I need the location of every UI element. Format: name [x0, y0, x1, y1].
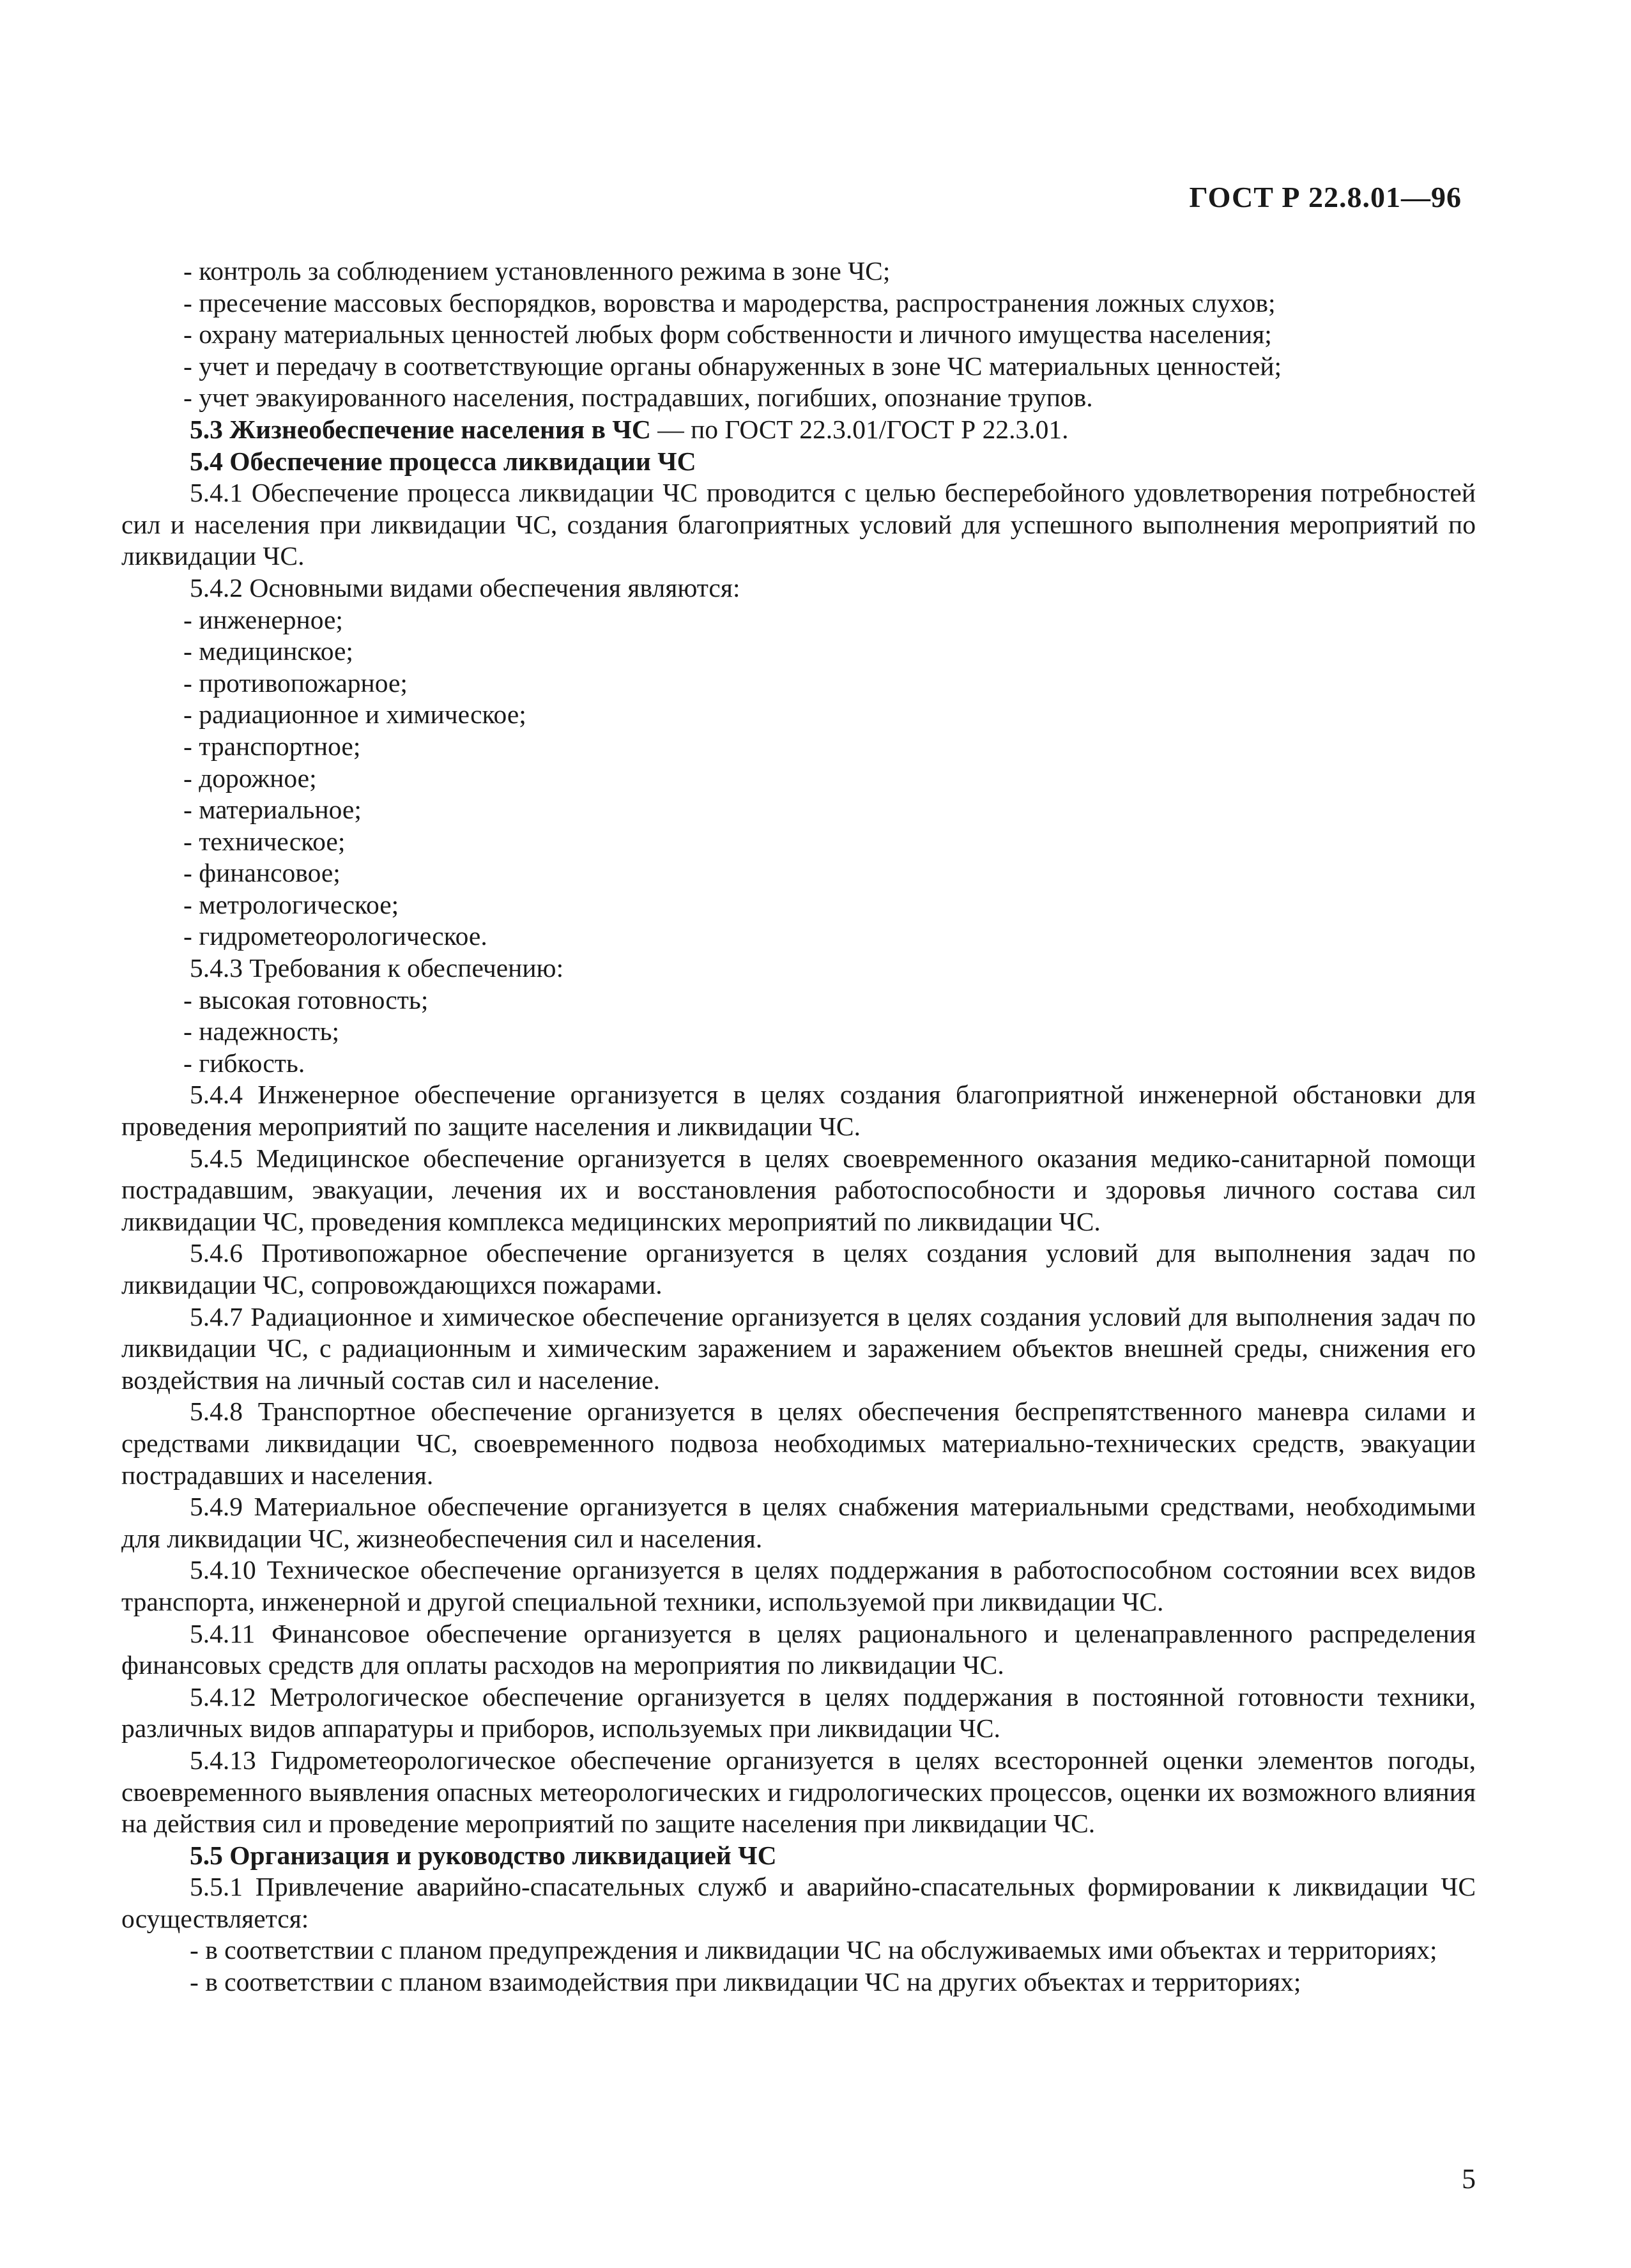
- paragraph-5-5-1: 5.5.1 Привлечение аварийно-спасательных служб и аварийно-спасательных формировании к ликвидации ЧС осуществляется:: [121, 1872, 1476, 1933]
- paragraph-5-4-8: 5.4.8 Транспортное обеспечение организуется в целях обеспечения беспрепятственного маневра силами и средствами ликвидации ЧС, своевременного подвоза необходимых материально-технических средств, эвакуации пострадавших и населения.: [121, 1397, 1476, 1490]
- list-item: - финансовое;: [183, 858, 341, 888]
- list-item: - гидрометеорологическое.: [183, 921, 487, 951]
- section-heading-5-4: 5.4 Обеспечение процесса ликвидации ЧС: [190, 446, 696, 476]
- list-item: - учет эвакуированного населения, пострадавших, погибших, опознание трупов.: [183, 383, 1093, 413]
- paragraph-5-4-10: 5.4.10 Техническое обеспечение организуется в целях поддержания в работоспособном состоянии всех видов транспорта, инженерной и другой специальной техники, используемой при ликвидации ЧС.: [121, 1555, 1476, 1616]
- paragraph-5-4-12: 5.4.12 Метрологическое обеспечение организуется в целях поддержания в постоянной готовности техники, различных видов аппаратуры и приборов, используемых при ликвидации ЧС.: [121, 1682, 1476, 1743]
- paragraph-5-4-13: 5.4.13 Гидрометеорологическое обеспечение организуется в целях всесторонней оценки элементов погоды, своевременного выявления опасных метеорологических и гидрологических процессов, оценки их возможного влияния на действия сил и проведение мероприятий по защите населения при ликвидации ЧС.: [121, 1745, 1476, 1839]
- section-heading-rest: — по ГОСТ 22.3.01/ГОСТ Р 22.3.01.: [650, 414, 1069, 444]
- page-number: 5: [1462, 2163, 1476, 2195]
- list-item: - противопожарное;: [183, 668, 408, 698]
- paragraph-5-4-4: 5.4.4 Инженерное обеспечение организуется в целях создания благоприятной инженерной обстановки для проведения мероприятий по защите населения и ликвидации ЧС.: [121, 1080, 1476, 1142]
- list-item: - материальное;: [183, 795, 362, 825]
- list-item: - в соответствии с планом взаимодействия при ликвидации ЧС на других объектах и территориях;: [190, 1967, 1301, 1997]
- paragraph-5-4-9: 5.4.9 Материальное обеспечение организуется в целях снабжения материальными средствами, необходимыми для ликвидации ЧС, жизнеобеспечения сил и населения.: [121, 1492, 1476, 1553]
- list-item: - техническое;: [183, 826, 346, 856]
- paragraph-5-4-5: 5.4.5 Медицинское обеспечение организуется в целях своевременного оказания медико-санитарной помощи пострадавшим, эвакуации, лечения их и восстановления работоспособности и здоровья личного состава сил ликвидации ЧС, проведения комплекса медицинских мероприятий по ликвидации ЧС.: [121, 1143, 1476, 1236]
- list-item: - пресечение массовых беспорядков, воровства и мародерства, распространения ложных слухов;: [183, 287, 1276, 318]
- list-item: - высокая готовность;: [183, 985, 429, 1015]
- list-item: - инженерное;: [183, 604, 343, 634]
- list-item: - надежность;: [183, 1016, 340, 1046]
- list-item: - дорожное;: [183, 763, 317, 793]
- paragraph-5-4-6: 5.4.6 Противопожарное обеспечение организуется в целях создания условий для выполнения задач по ликвидации ЧС, сопровождающихся пожарами.: [121, 1238, 1476, 1299]
- list-item: - контроль за соблюдением установленного режима в зоне ЧС;: [183, 256, 891, 286]
- list-item: - медицинское;: [183, 636, 353, 666]
- paragraph-5-4-1: 5.4.1 Обеспечение процесса ликвидации ЧС проводится с целью бесперебойного удовлетворения потребностей сил и населения при ликвидации ЧС, создания благоприятных условий для успешного выполнения мероприятий по ликвидации ЧС.: [121, 478, 1476, 571]
- paragraph-5-4-11: 5.4.11 Финансовое обеспечение организуется в целях рационального и целенаправленного распределения финансовых средств для оплаты расходов на мероприятия по ликвидации ЧС.: [121, 1618, 1476, 1680]
- list-item: - гибкость.: [183, 1048, 305, 1078]
- paragraph-5-4-2: 5.4.2 Основными видами обеспечения являются:: [190, 572, 740, 602]
- section-heading-5-3: [121, 414, 1476, 446]
- paragraph-5-4-7: 5.4.7 Радиационное и химическое обеспечение организуется в целях создания условий для выполнения задач по ликвидации ЧС, с радиационным и химическим заражением и заражением объектов внешней среды, снижения его воздействия на личный состав сил и население.: [121, 1301, 1476, 1395]
- list-item: - учет и передачу в соответствующие органы обнаруженных в зоне ЧС материальных ценностей;: [183, 351, 1282, 381]
- section-heading-5-5: 5.5 Организация и руководство ликвидацией ЧС: [190, 1840, 777, 1870]
- list-item: - радиационное и химическое;: [183, 700, 526, 730]
- list-item: - в соответствии с планом предупреждения и ликвидации ЧС на обслуживаемых ими объектах и территориях;: [190, 1935, 1437, 1965]
- section-title: 5.3 Жизнеобеспечение населения в ЧС: [190, 414, 651, 444]
- document-body: [121, 256, 1476, 1998]
- paragraph-5-4-3: 5.4.3 Требования к обеспечению:: [190, 953, 564, 983]
- list-item: - транспортное;: [183, 731, 361, 761]
- document-header: ГОСТ Р 22.8.01—96: [1189, 181, 1462, 213]
- list-item: - охрану материальных ценностей любых форм собственности и личного имущества населения;: [183, 319, 1272, 349]
- list-item: - метрологическое;: [183, 889, 399, 919]
